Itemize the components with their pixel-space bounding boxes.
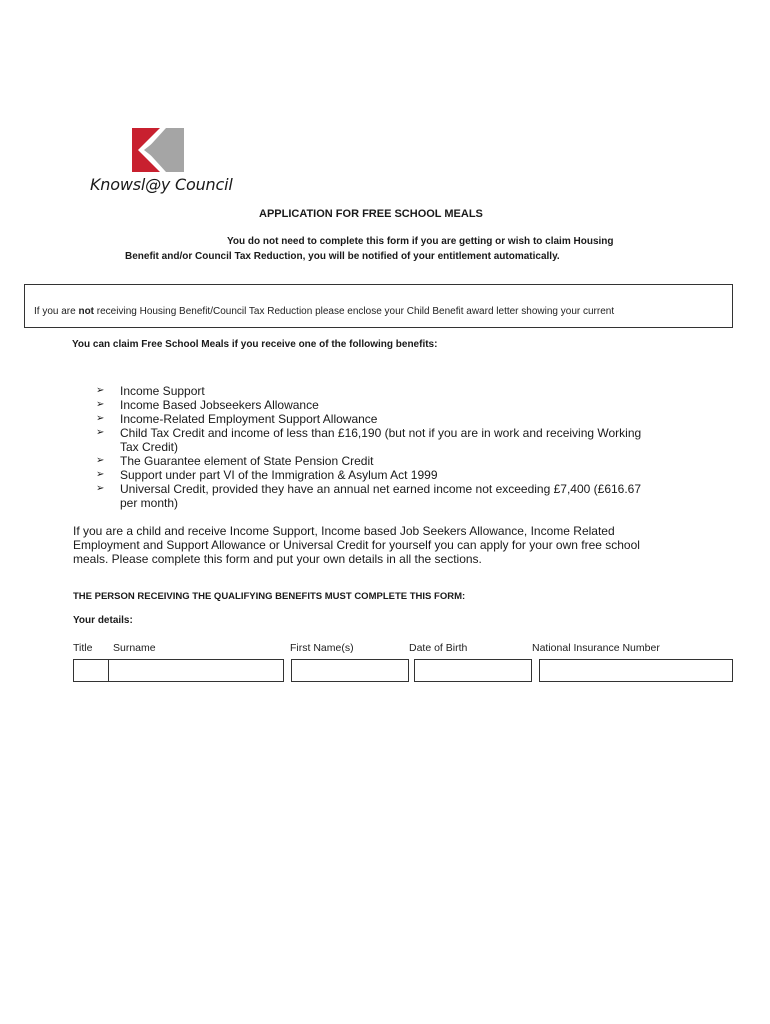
your-details-heading: Your details:	[73, 615, 133, 626]
arrowhead-bullet-icon: ➢	[96, 427, 105, 438]
arrowhead-bullet-icon: ➢	[96, 399, 105, 410]
benefit-text: Universal Credit, provided they have an annual net earned income not exceeding £7,400 (£616.67 per month)	[120, 482, 642, 510]
benefit-text: Child Tax Credit and income of less than £16,190 (but not if you are in work and receiving Working Tax Credit)	[120, 426, 642, 454]
intro-note-line-2: Benefit and/or Council Tax Reduction, you will be notified of your entitlement automatically.	[125, 251, 560, 262]
benefit-text: Income Based Jobseekers Allowance	[120, 398, 319, 412]
list-item	[96, 482, 656, 510]
title-label: Title	[73, 642, 93, 654]
council-logo-text: Knowsl@y Council	[90, 175, 233, 194]
surname-field[interactable]	[108, 659, 284, 682]
notice-text-after: receiving Housing Benefit/Council Tax Reduction please enclose your Child Benefit award letter showing your current	[94, 306, 615, 317]
title-field[interactable]	[73, 659, 110, 682]
national-insurance-field[interactable]	[539, 659, 733, 682]
council-logo-mark	[132, 128, 184, 172]
first-name-field[interactable]	[291, 659, 409, 682]
list-item	[96, 384, 656, 398]
notice-text	[34, 306, 614, 317]
list-item	[96, 468, 656, 482]
list-item	[96, 426, 656, 454]
list-item	[96, 412, 656, 426]
first-name-label: First Name(s)	[290, 642, 354, 654]
child-applicant-paragraph: If you are a child and receive Income Support, Income based Job Seekers Allowance, Income Related Employment and Support Allowance or Universal Credit for yourself you can apply for your own free school meals. Please complete this form and put your own details in all the sections.	[73, 524, 640, 566]
national-insurance-label: National Insurance Number	[532, 642, 660, 654]
person-heading: THE PERSON RECEIVING THE QUALIFYING BENEFITS MUST COMPLETE THIS FORM:	[73, 591, 466, 602]
surname-label: Surname	[113, 642, 156, 654]
arrowhead-bullet-icon: ➢	[96, 413, 105, 424]
intro-note-line-1: You do not need to complete this form if you are getting or wish to claim Housing	[227, 236, 614, 247]
benefit-text: Income Support	[120, 384, 205, 398]
arrowhead-bullet-icon: ➢	[96, 469, 105, 480]
benefit-text: Income-Related Employment Support Allowance	[120, 412, 378, 426]
list-item	[96, 454, 656, 468]
notice-box	[24, 284, 733, 328]
form-title: APPLICATION FOR FREE SCHOOL MEALS	[259, 208, 483, 220]
arrowhead-bullet-icon: ➢	[96, 455, 105, 466]
date-of-birth-field[interactable]	[414, 659, 532, 682]
notice-emphasis: not	[78, 306, 95, 317]
arrowhead-bullet-icon: ➢	[96, 385, 105, 396]
benefits-list	[96, 384, 656, 510]
claim-heading: You can claim Free School Meals if you receive one of the following benefits:	[72, 339, 438, 350]
notice-text-before: If you are	[34, 306, 79, 317]
benefit-text: The Guarantee element of State Pension Credit	[120, 454, 374, 468]
date-of-birth-label: Date of Birth	[409, 642, 468, 654]
list-item	[96, 398, 656, 412]
arrowhead-bullet-icon: ➢	[96, 483, 105, 494]
benefit-text: Support under part VI of the Immigration & Asylum Act 1999	[120, 468, 438, 482]
